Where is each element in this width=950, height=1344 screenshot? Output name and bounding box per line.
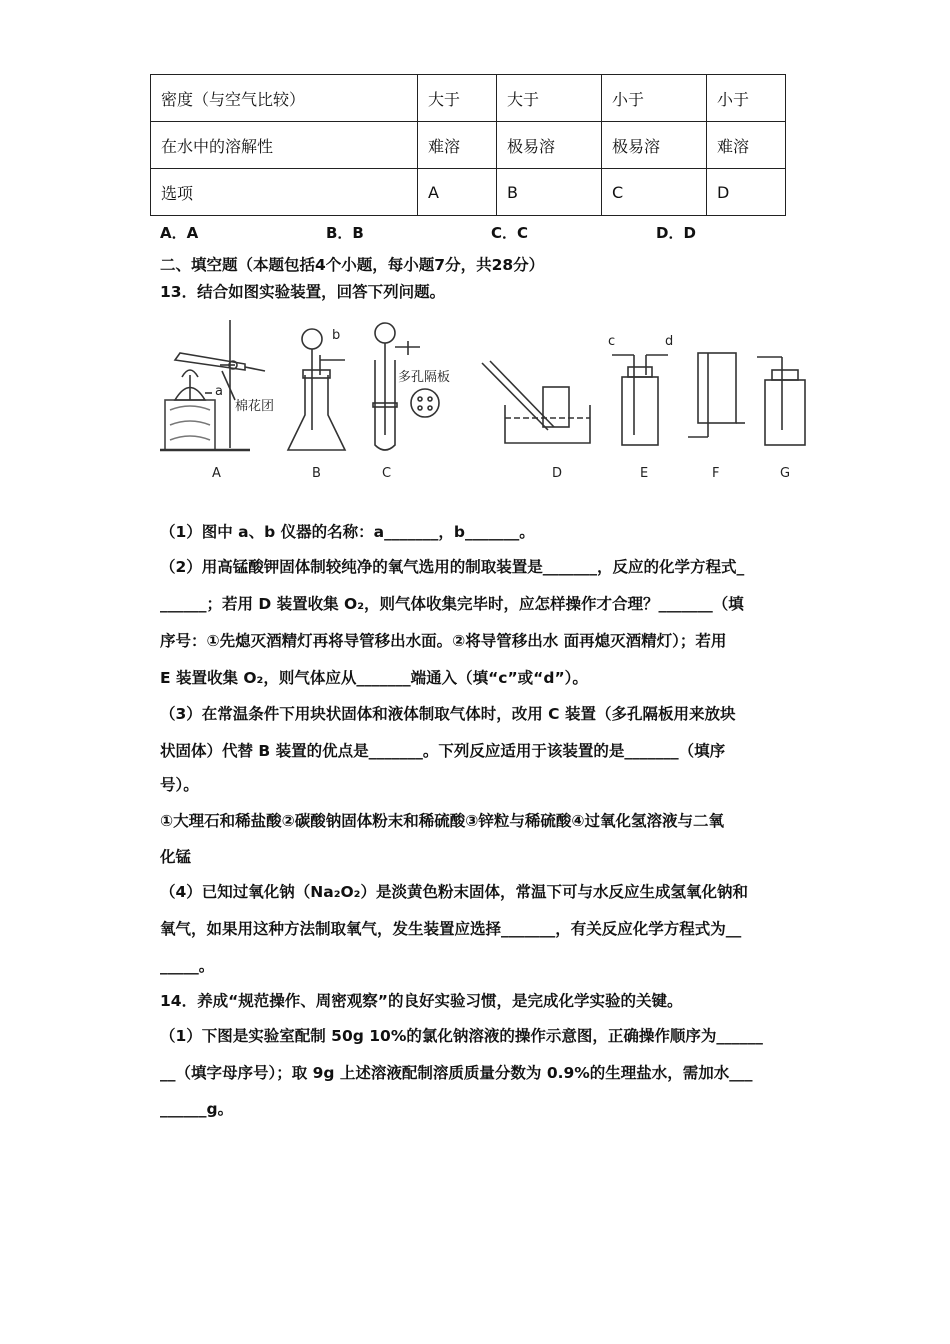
option-b[interactable]: B．B	[326, 224, 364, 242]
table-cell: 极易溶	[602, 122, 707, 169]
answer-options	[160, 222, 780, 244]
option-d[interactable]: D．D	[656, 224, 696, 242]
table-cell: B	[497, 169, 602, 216]
table-cell: 大于	[418, 75, 497, 122]
q13-line: _____。	[160, 957, 215, 975]
figure-label: E	[640, 466, 649, 481]
figure-label: F	[712, 466, 720, 481]
q14-line: （1）下图是实验室配制 50g 10%的氯化钠溶液的操作示意图，正确操作顺序为______	[160, 1027, 763, 1045]
q13-line: （3）在常温条件下用块状固体和液体制取气体时，改用 C 装置（多孔隔板用来放块	[160, 705, 736, 723]
option-c[interactable]: C．C	[491, 224, 529, 242]
apparatus-g	[757, 357, 805, 445]
table-row	[151, 75, 786, 122]
figure-label: G	[780, 466, 791, 481]
label-cotton: 棉花团	[235, 399, 275, 414]
apparatus-diagram	[160, 315, 810, 485]
apparatus-f	[688, 353, 745, 437]
row-label: 选项	[151, 169, 418, 216]
q14-line: 14．养成“规范操作、周密观察”的良好实验习惯，是完成化学实验的关键。	[160, 992, 683, 1010]
table-cell: A	[418, 169, 497, 216]
q13-line: 状固体）代替 B 装置的优点是_______。下列反应适用于该装置的是_______（填序	[160, 742, 726, 760]
row-label: 在水中的溶解性	[151, 122, 418, 169]
q13-line: （4）已知过氧化钠（Na₂O₂）是淡黄色粉末固体，常温下可与水反应生成氢氧化钠和	[160, 883, 748, 901]
row-label: 密度（与空气比较）	[151, 75, 418, 122]
q13-line: 化锰	[160, 848, 192, 866]
label-b-instrument: b	[332, 328, 341, 343]
q13-line: E 装置收集 O₂，则气体应从_______端通入（填“c”或“d”）。	[160, 669, 588, 687]
section-title: 二、填空题（本题包括4个小题，每小题7分，共28分）	[160, 256, 545, 274]
figure-label: C	[382, 466, 392, 481]
q13-line: 序号：①先熄灭酒精灯再将导管移出水面。②将导管移出水 面再熄灭酒精灯）；若用	[160, 632, 727, 650]
q13-line: ______；若用 D 装置收集 O₂，则气体收集完毕时，应怎样操作才合理？_______（填	[160, 595, 744, 613]
apparatus-figure	[160, 315, 810, 485]
apparatus-d	[482, 361, 590, 443]
apparatus-a	[160, 320, 265, 450]
table-row	[151, 169, 786, 216]
q13-line: 氧气，如果用这种方法制取氧气，发生装置应选择_______，有关反应化学方程式为__	[160, 920, 742, 938]
apparatus-e	[612, 355, 668, 445]
table-cell: 难溶	[418, 122, 497, 169]
figure-label: D	[552, 466, 563, 481]
option-a[interactable]: A．A	[160, 224, 199, 242]
table-cell: C	[602, 169, 707, 216]
label-a-instrument: a	[215, 384, 223, 399]
table-cell: 小于	[602, 75, 707, 122]
q13-line: （2）用高锰酸钾固体制较纯净的氧气选用的制取装置是_______，反应的化学方程式_	[160, 558, 745, 576]
table-cell: 大于	[497, 75, 602, 122]
label-c-port: c	[608, 334, 616, 349]
table-cell: 难溶	[707, 122, 786, 169]
question-13-stem: 13．结合如图实验装置，回答下列问题。	[160, 283, 446, 301]
apparatus-c	[373, 323, 439, 450]
q14-line: __（填字母序号）；取 9g 上述溶液配制溶质质量分数为 0.9%的生理盐水，需加水___	[160, 1064, 753, 1082]
table-cell: D	[707, 169, 786, 216]
figure-label: B	[312, 466, 321, 481]
q13-line: ①大理石和稀盐酸②碳酸钠固体粉末和稀硫酸③锌粒与稀硫酸④过氧化氢溶液与二氧	[160, 812, 724, 830]
table-row	[151, 122, 786, 169]
figure-label: A	[212, 466, 221, 481]
label-porous-plate: 多孔隔板	[398, 370, 451, 385]
q14-line: ______g。	[160, 1100, 234, 1118]
table-cell: 极易溶	[497, 122, 602, 169]
q13-line: （1）图中 a、b 仪器的名称：a_______，b_______。	[160, 523, 535, 541]
apparatus-b	[288, 329, 345, 450]
label-d-port: d	[665, 334, 674, 349]
table-cell: 小于	[707, 75, 786, 122]
properties-table	[150, 74, 786, 216]
q13-line: 号）。	[160, 776, 199, 794]
